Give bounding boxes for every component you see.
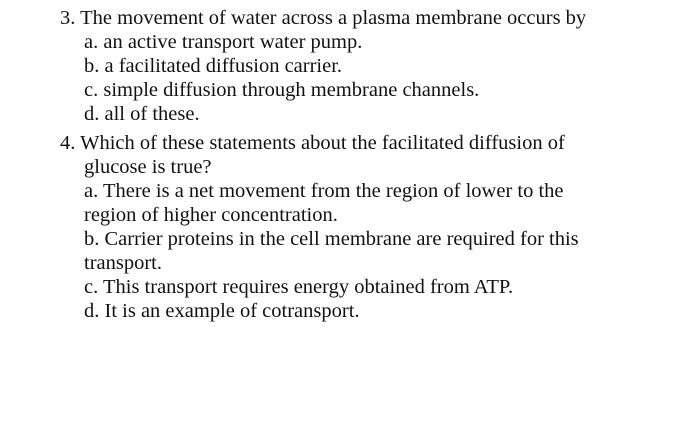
question-3-option-c: c. simple diffusion through membrane channels. <box>84 79 480 101</box>
question-3-option-a: a. an active transport water pump. <box>84 31 363 53</box>
question-3-option-d: d. all of these. <box>84 103 200 125</box>
question-4-option-d: d. It is an example of cotransport. <box>84 300 360 322</box>
question-3-stem: 3. The movement of water across a plasma membrane occurs by <box>60 7 587 29</box>
question-4-option-a-line-1: a. There is a net movement from the region of lower to the <box>84 180 564 202</box>
question-4-option-c: c. This transport requires energy obtained from ATP. <box>84 276 514 298</box>
question-4 <box>60 131 680 323</box>
question-3 <box>60 6 680 126</box>
question-4-option-a-line-2: region of higher concentration. <box>84 204 338 226</box>
question-4-stem-continued: glucose is true? <box>84 156 212 178</box>
question-4-option-b <box>60 227 680 275</box>
question-3-option-b: b. a facilitated diffusion carrier. <box>84 55 343 77</box>
question-4-option-b-line-1: b. Carrier proteins in the cell membrane are required for this <box>84 228 579 250</box>
question-4-option-b-line-2: transport. <box>84 252 162 274</box>
question-4-option-a <box>60 179 680 227</box>
question-4-stem: 4. Which of these statements about the facilitated diffusion of <box>60 132 565 154</box>
